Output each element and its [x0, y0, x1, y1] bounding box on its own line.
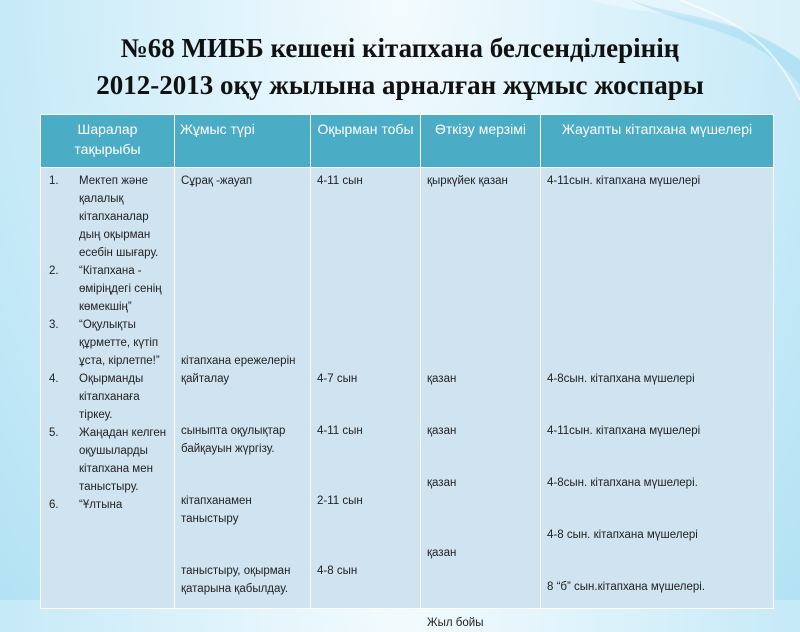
work-type-item: сыныпта оқулықтар байқауын жүргізу. [181, 425, 286, 455]
work-type-item: таныстыру, оқырман қатарына қабылдау. [181, 565, 291, 595]
page-title [0, 30, 800, 104]
date-item: қыркүйек қазан [427, 175, 508, 187]
reader-group-item: 4-8 сын [317, 565, 358, 577]
date-item: Жыл бойы [427, 617, 484, 629]
header-date: Өткізу мерзімі [421, 115, 541, 168]
title-line-1: №68 МИББ кешені кітапхана белсенділерінің [120, 33, 680, 63]
table-row [41, 168, 774, 609]
responsible-item: 4-11сын. кітапхана мүшелері [547, 425, 701, 437]
responsible-item: 4-11сын. кітапхана мүшелері [547, 175, 701, 187]
reader-group-item: 4-7 сын [317, 373, 358, 385]
header-reader-group: Оқырман тобы [311, 115, 421, 168]
reader-group-item: 4-11 сын [317, 425, 363, 437]
list-item: 5. Жаңадан келген оқушыларды кітапхана мен таныстыру. [49, 427, 167, 493]
table-header-row [41, 115, 774, 168]
reader-group-item: 4-11 сын [317, 175, 363, 187]
title-line-2: 2012-2013 оқу жылына арналған жұмыс жоспары [96, 70, 704, 100]
reader-group-cell [311, 168, 421, 609]
work-plan-table [40, 114, 774, 629]
reader-group-item: 2-11 сын [317, 495, 363, 507]
date-item: қазан [427, 425, 457, 437]
list-item: 4. Оқырманды кітапханаға тіркеу. [49, 373, 144, 421]
responsible-item: 4-8сын. кітапхана мүшелері [547, 373, 695, 385]
list-item: 1. Мектеп және қалалық кітапханалар дың оқырман есебін шығару. [49, 175, 159, 259]
work-type-item: Сұрақ -жауап [181, 175, 253, 187]
date-item: қазан [427, 373, 457, 385]
work-type-item: кітапхана ережелерін қайталау [181, 355, 296, 385]
responsible-cell [541, 168, 774, 609]
list-item: 3. “Оқулықты құрметте, күтіп ұста, кірлетпе!” [49, 319, 160, 367]
header-work-type: Жұмыс түрі [175, 115, 311, 168]
work-type-cell [175, 168, 311, 609]
date-cell [421, 168, 541, 629]
header-responsible: Жауапты кітапхана мүшелері [541, 115, 774, 168]
date-item: қазан [427, 547, 457, 559]
date-item: қазан [427, 477, 457, 489]
topics-list [41, 168, 174, 514]
responsible-item: 4-8 сын. кітапхана мүшелері [547, 529, 698, 541]
list-item: 6. “Ұлтына [49, 499, 123, 511]
responsible-item: 4-8сын. кітапхана мүшелері. [547, 477, 698, 489]
topics-cell [41, 168, 175, 609]
header-topics: Шаралар тақырыбы [41, 115, 175, 168]
work-type-item: кітапханамен таныстыру [181, 495, 252, 525]
responsible-item: 8 “б” сын.кітапхана мүшелері. [547, 581, 706, 593]
list-item: 2. “Кітапхана - өміріңдегі сенің көмекшің” [49, 265, 162, 313]
